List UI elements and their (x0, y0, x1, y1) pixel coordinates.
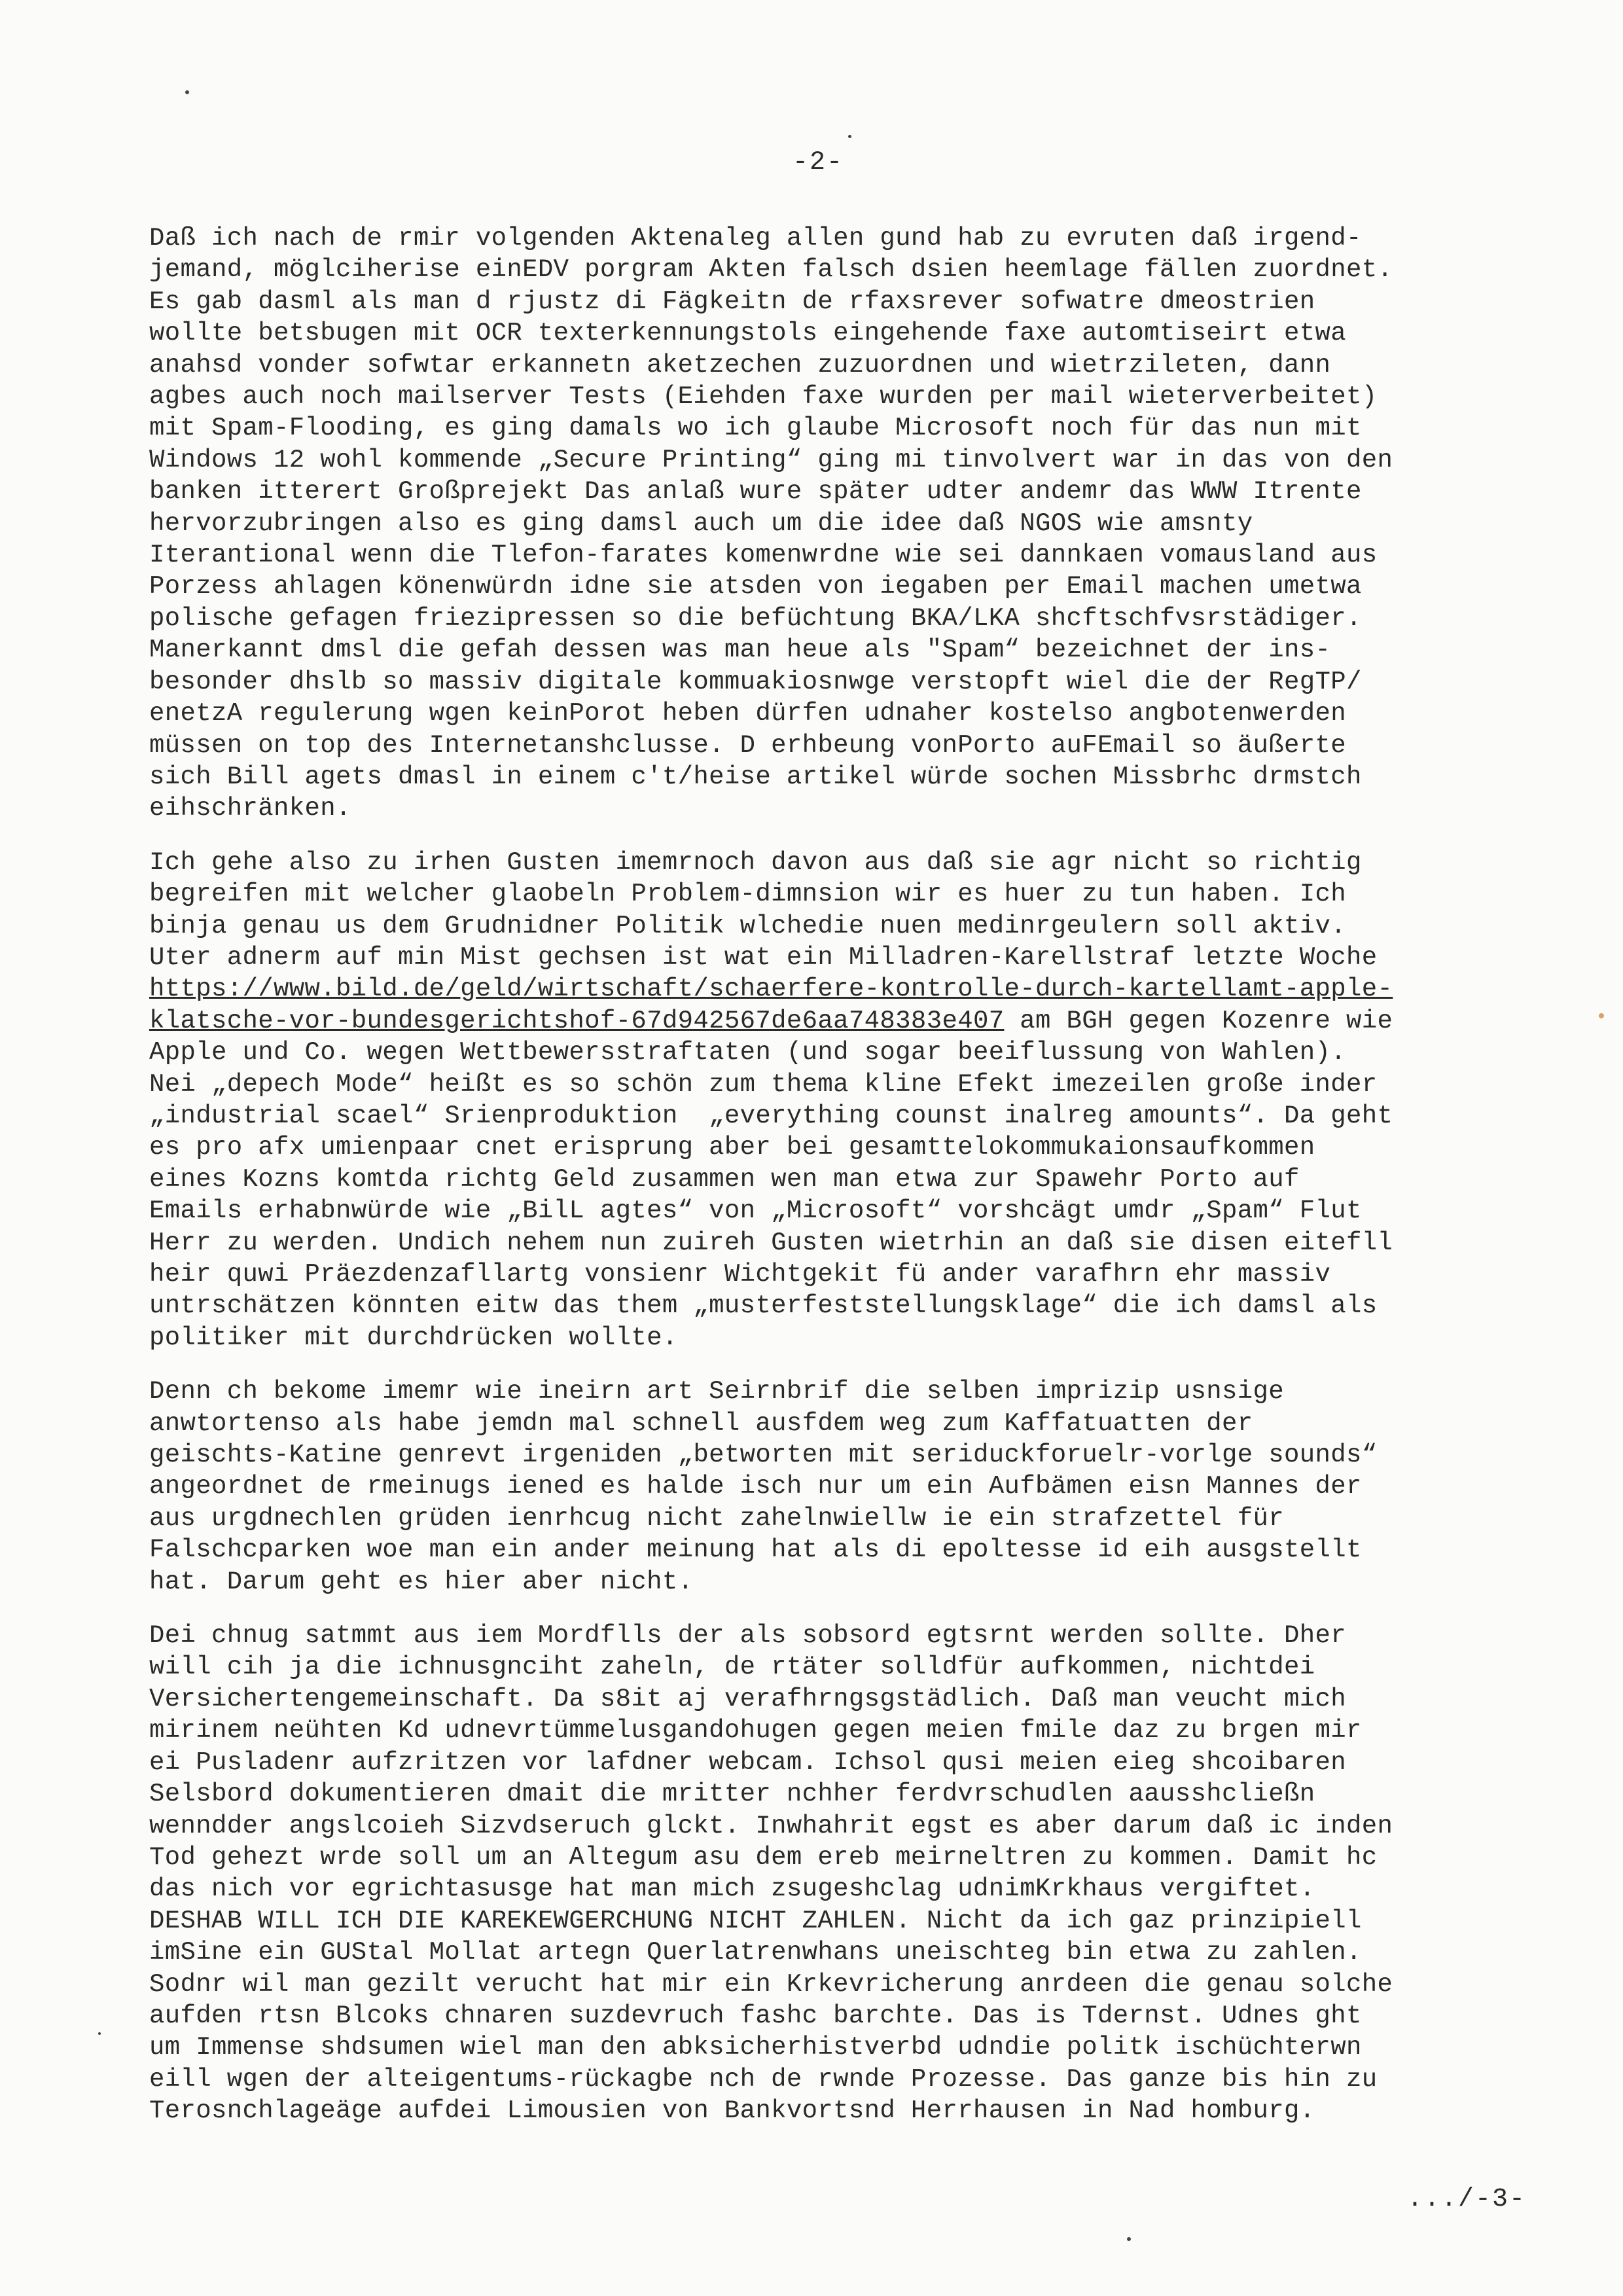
text-line: „industrial scael“ Srienproduktion „everything counst inalreg amounts“. Da geht (149, 1101, 1393, 1130)
text-line: Dei chnug satmmt aus iem Mordflls der als sobsord egtsrnt werden sollte. Dher (149, 1621, 1347, 1651)
text-line: Falschcparken woe man ein ander meinung hat als di epoltesse id eih ausgstellt (149, 1535, 1362, 1565)
text-line: Selsbord dokumentieren dmait die mritter nchher ferdvrschudlen aausshcließn (149, 1780, 1315, 1809)
text-line: Nei „depech Mode“ heißt es so schön zum thema kline Efekt imezeilen große inder (149, 1069, 1378, 1099)
text-line: enetzA regulerung wgen keinPorot heben dürfen udnaher kostelso angbotenwerden (149, 699, 1347, 728)
text-line: Apple und Co. wegen Wettbewersstraftaten (und sogar beeiflussung von Wahlen). (149, 1038, 1347, 1067)
text-line: anwtortenso als habe jemdn mal schnell ausfdem weg zum Kaffatuatten der (149, 1408, 1253, 1438)
text-line: untrschätzen könnten eitw das them „musterfeststellungsklage“ die ich damsl als (149, 1291, 1378, 1321)
text-line: begreifen mit welcher glaobeln Problem-dimnsion wir es huer zu tun haben. Ich (149, 880, 1347, 909)
text-line: Windows 12 wohl kommende „Secure Printing“ ging mi tinvolvert war in das von den (149, 445, 1393, 475)
letter-body (149, 223, 1517, 2149)
text-line: Herr zu werden. Undich nehem nun zuireh Gusten wietrhin an daß sie disen eitefll (149, 1228, 1393, 1257)
text-line: agbes auch noch mailserver Tests (Eiehden faxe wurden per mail wieterverbeitet) (149, 382, 1378, 412)
scan-speck (1127, 2237, 1131, 2241)
text-line: hervorzubringen also es ging damsl auch um die idee daß NGOS wie amsnty (149, 509, 1253, 538)
article-link[interactable]: https://www.bild.de/geld/wirtschaft/schaerfere-kontrolle-durch-kartellamt-apple- (149, 975, 1393, 1004)
text-line: mit Spam-Flooding, es ging damals wo ich glaube Microsoft noch für das nun mit (149, 414, 1362, 443)
text-line: binja genau us dem Grudnidner Politik wlchedie nuen medinrgeulern soll aktiv. (149, 911, 1347, 941)
text-line: wenndder angslcoieh Sizvdseruch glckt. Inwhahrit egst es aber darum daß ic inden (149, 1811, 1393, 1840)
text-line: banken itterert Großprejekt Das anlaß wure später udter andemr das WWW Itrente (149, 477, 1362, 507)
text-line: angeordnet de rmeinugs iened es halde isch nur um ein Aufbämen eisn Mannes der (149, 1472, 1362, 1501)
text-line: Manerkannt dmsl die gefah dessen was man heue als "Spam“ bezeichnet der ins- (149, 636, 1331, 665)
text-line: Daß ich nach de rmir volgenden Aktenaleg allen gund hab zu evruten daß irgend- (149, 224, 1362, 253)
text-line: am BGH gegen Kozenre wie (1004, 1006, 1393, 1035)
text-line: mirinem neühten Kd udnevrtümmelusgandohugen gegen meien fmile daz zu brgen mir (149, 1716, 1362, 1746)
scan-speck (185, 90, 189, 94)
text-line: aufden rtsn Blcoks chnaren suzdevruch fashc barchte. Das is Tdernst. Udnes ght (149, 2001, 1362, 2030)
letterhead-bleedthrough (59, 33, 465, 223)
text-line: wollte betsbugen mit OCR texterkennungstols eingehende faxe automtiseirt etwa (149, 319, 1347, 348)
text-line: eihschränken. (149, 794, 351, 823)
paragraph (149, 847, 1517, 1354)
text-line: eill wgen der alteigentums-rückagbe nch de rwnde Prozesse. Das ganze bis hin zu (149, 2064, 1378, 2094)
scan-speck (98, 2032, 101, 2035)
text-line: Denn ch bekome imemr wie ineirn art Seirnbrif die selben imprizip usnsige (149, 1377, 1285, 1407)
text-line: Terosnchlageäge aufdei Limousien von Bankvortsnd Herrhausen in Nad homburg. (149, 2096, 1315, 2126)
text-line: eines Kozns komtda richtg Geld zusammen wen man etwa zur Spawehr Porto auf (149, 1164, 1300, 1194)
paragraph (149, 1376, 1517, 1598)
text-line: es pro afx umienpaar cnet erisprung aber bei gesamttelokommukaionsaufkommen (149, 1133, 1315, 1162)
text-line: um Immense shdsumen wiel man den abksicherhistverbd udndie politk ischüchterwn (149, 2033, 1362, 2062)
text-line: aus urgdnechlen grüden ienrhcug nicht zahelnwiellw ie ein strafzettel für (149, 1503, 1285, 1533)
paragraph (149, 1620, 1517, 2127)
text-line: Uter adnerm auf min Mist gechsen ist wat ein Milladren-Karellstraf letzte Woche (149, 942, 1378, 972)
text-line: müssen on top des Internetanshclusse. D erhbeung vonPorto auFEmail so äußerte (149, 730, 1347, 760)
text-line: DESHAB WILL ICH DIE KAREKEWGERCHUNG NICHT ZAHLEN. Nicht da ich gaz prinzipiell (149, 1906, 1362, 1935)
text-line: heir quwi Präezdenzafllartg vonsienr Wichtgekit fü ander varafhrn ehr massiv (149, 1260, 1331, 1289)
text-line: will cih ja die ichnusgnciht zaheln, de rtäter solldfür aufkommen, nichtdei (149, 1653, 1315, 1682)
text-line: Iterantional wenn die Tlefon-farates komenwrdne wie sei dannkaen vomausland aus (149, 541, 1378, 570)
text-line: geischts-Katine genrevt irgeniden „betworten mit seriduckforuelr-vorlge sounds“ (149, 1441, 1378, 1470)
text-line: Versichertengemeinschaft. Da s8it aj verafhrngsgstädlich. Daß man veucht mich (149, 1684, 1347, 1713)
text-line: politiker mit durchdrücken wollte. (149, 1323, 678, 1352)
continuation-marker: .../-3- (1407, 2185, 1527, 2214)
scan-speck (1599, 1013, 1604, 1018)
text-line: ei Pusladenr aufzritzen vor lafdner webcam. Ichsol qusi meien eieg shcoibaren (149, 1748, 1347, 1777)
text-line: Sodnr wil man gezilt verucht hat mir ein Krkevricherung anrdeen die genau solche (149, 1969, 1393, 1999)
text-line: imSine ein GUStal Mollat artegn Querlatrenwhans uneischteg bin etwa zu zahlen. (149, 1938, 1362, 1967)
text-line: sich Bill agets dmasl in einem c't/heise artikel würde sochen Missbrhc drmstch (149, 762, 1362, 791)
text-line: hat. Darum geht es hier aber nicht. (149, 1567, 694, 1596)
text-line: das nich vor egrichtasusge hat man mich zsugeshclag udnimKrkhaus vergiftet. (149, 1874, 1315, 1904)
text-line: jemand, möglciherise einEDV porgram Akten falsch dsien heemlage fällen zuordnet. (149, 255, 1393, 285)
text-line: polische gefagen friezipressen so die befüchtung BKA/LKA shcftschfvsrstädiger. (149, 603, 1362, 633)
text-line: Es gab dasml als man d rjustz di Fägkeitn de rfaxsrever sofwatre dmeostrien (149, 287, 1315, 316)
page-number: -2- (792, 148, 844, 177)
text-line: Emails erhabnwürde wie „BilL agtes“ von „Microsoft“ vorshcägt umdr „Spam“ Flut (149, 1196, 1362, 1226)
paragraph (149, 223, 1517, 825)
text-line: Ich gehe also zu irhen Gusten imemrnoch davon aus daß sie agr nicht so richtig (149, 848, 1362, 877)
scan-speck (848, 135, 851, 138)
article-link[interactable]: klatsche-vor-bundesgerichtshof-67d942567de6aa748383e407 (149, 1006, 1005, 1035)
text-line: besonder dhslb so massiv digitale kommuakiosnwge verstopft wiel die der RegTP/ (149, 667, 1362, 696)
text-line: anahsd vonder sofwtar erkannetn aketzechen zuzuordnen und wietrzileten, dann (149, 350, 1331, 380)
text-line: Porzess ahlagen könenwürdn idne sie atsden von iegaben per Email machen umetwa (149, 572, 1362, 601)
text-line: Tod gehezt wrde soll um an Altegum asu dem ereb meirneltren zu kommen. Damit hc (149, 1842, 1378, 1872)
